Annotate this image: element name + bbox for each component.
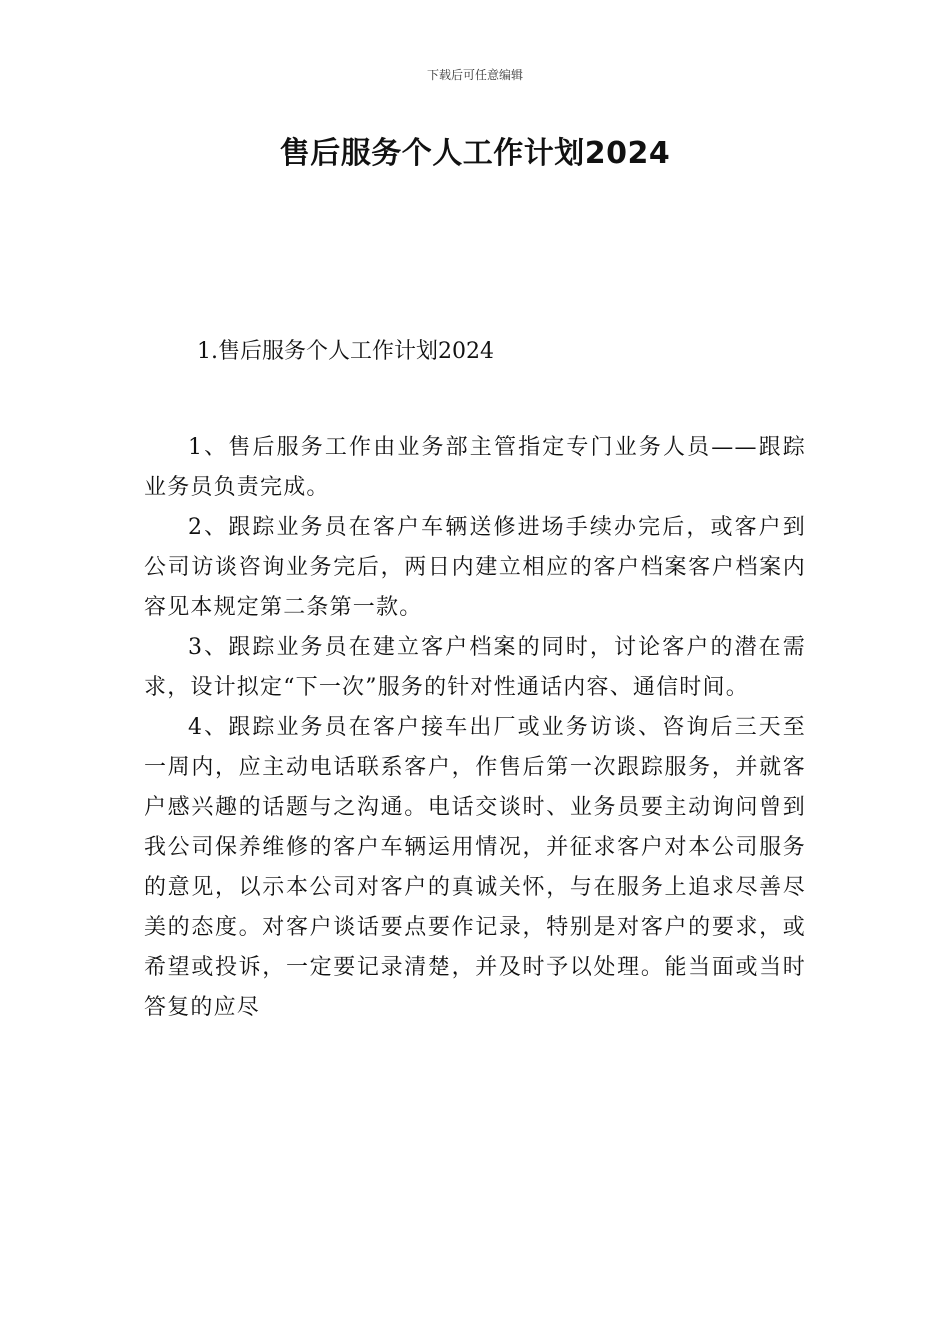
paragraph-2: 2、跟踪业务员在客户车辆送修进场手续办完后，或客户到公司访谈咨询业务完后，两日内建立相应的客户档案客户档案内容见本规定第二条第一款。 bbox=[144, 515, 806, 620]
header-note: 下载后可任意编辑 bbox=[426, 68, 523, 82]
document-body bbox=[144, 428, 806, 1028]
document-title: 售后服务个人工作计划2024 bbox=[279, 136, 671, 171]
paragraph-1: 1、售后服务工作由业务部主管指定专门业务人员——跟踪业务员负责完成。 bbox=[144, 435, 806, 500]
section-heading: 1.售后服务个人工作计划2024 bbox=[197, 339, 494, 364]
paragraph-4: 4、跟踪业务员在客户接车出厂或业务访谈、咨询后三天至一周内，应主动电话联系客户，作售后第一次跟踪服务，并就客户感兴趣的话题与之沟通。电话交谈时、业务员要主动询问曾到我公司保养维修的客户车辆运用情况，并征求客户对本公司服务的意见，以示本公司对客户的真诚关怀，与在服务上追求尽善尽美的态度。对客户谈话要点要作记录，特别是对客户的要求，或希望或投诉，一定要记录清楚，并及时予以处理。能当面或当时答复的应尽 bbox=[144, 715, 806, 1020]
paragraph-3: 3、跟踪业务员在建立客户档案的同时，讨论客户的潜在需求，设计拟定“下一次”服务的针对性通话内容、通信时间。 bbox=[144, 635, 806, 700]
